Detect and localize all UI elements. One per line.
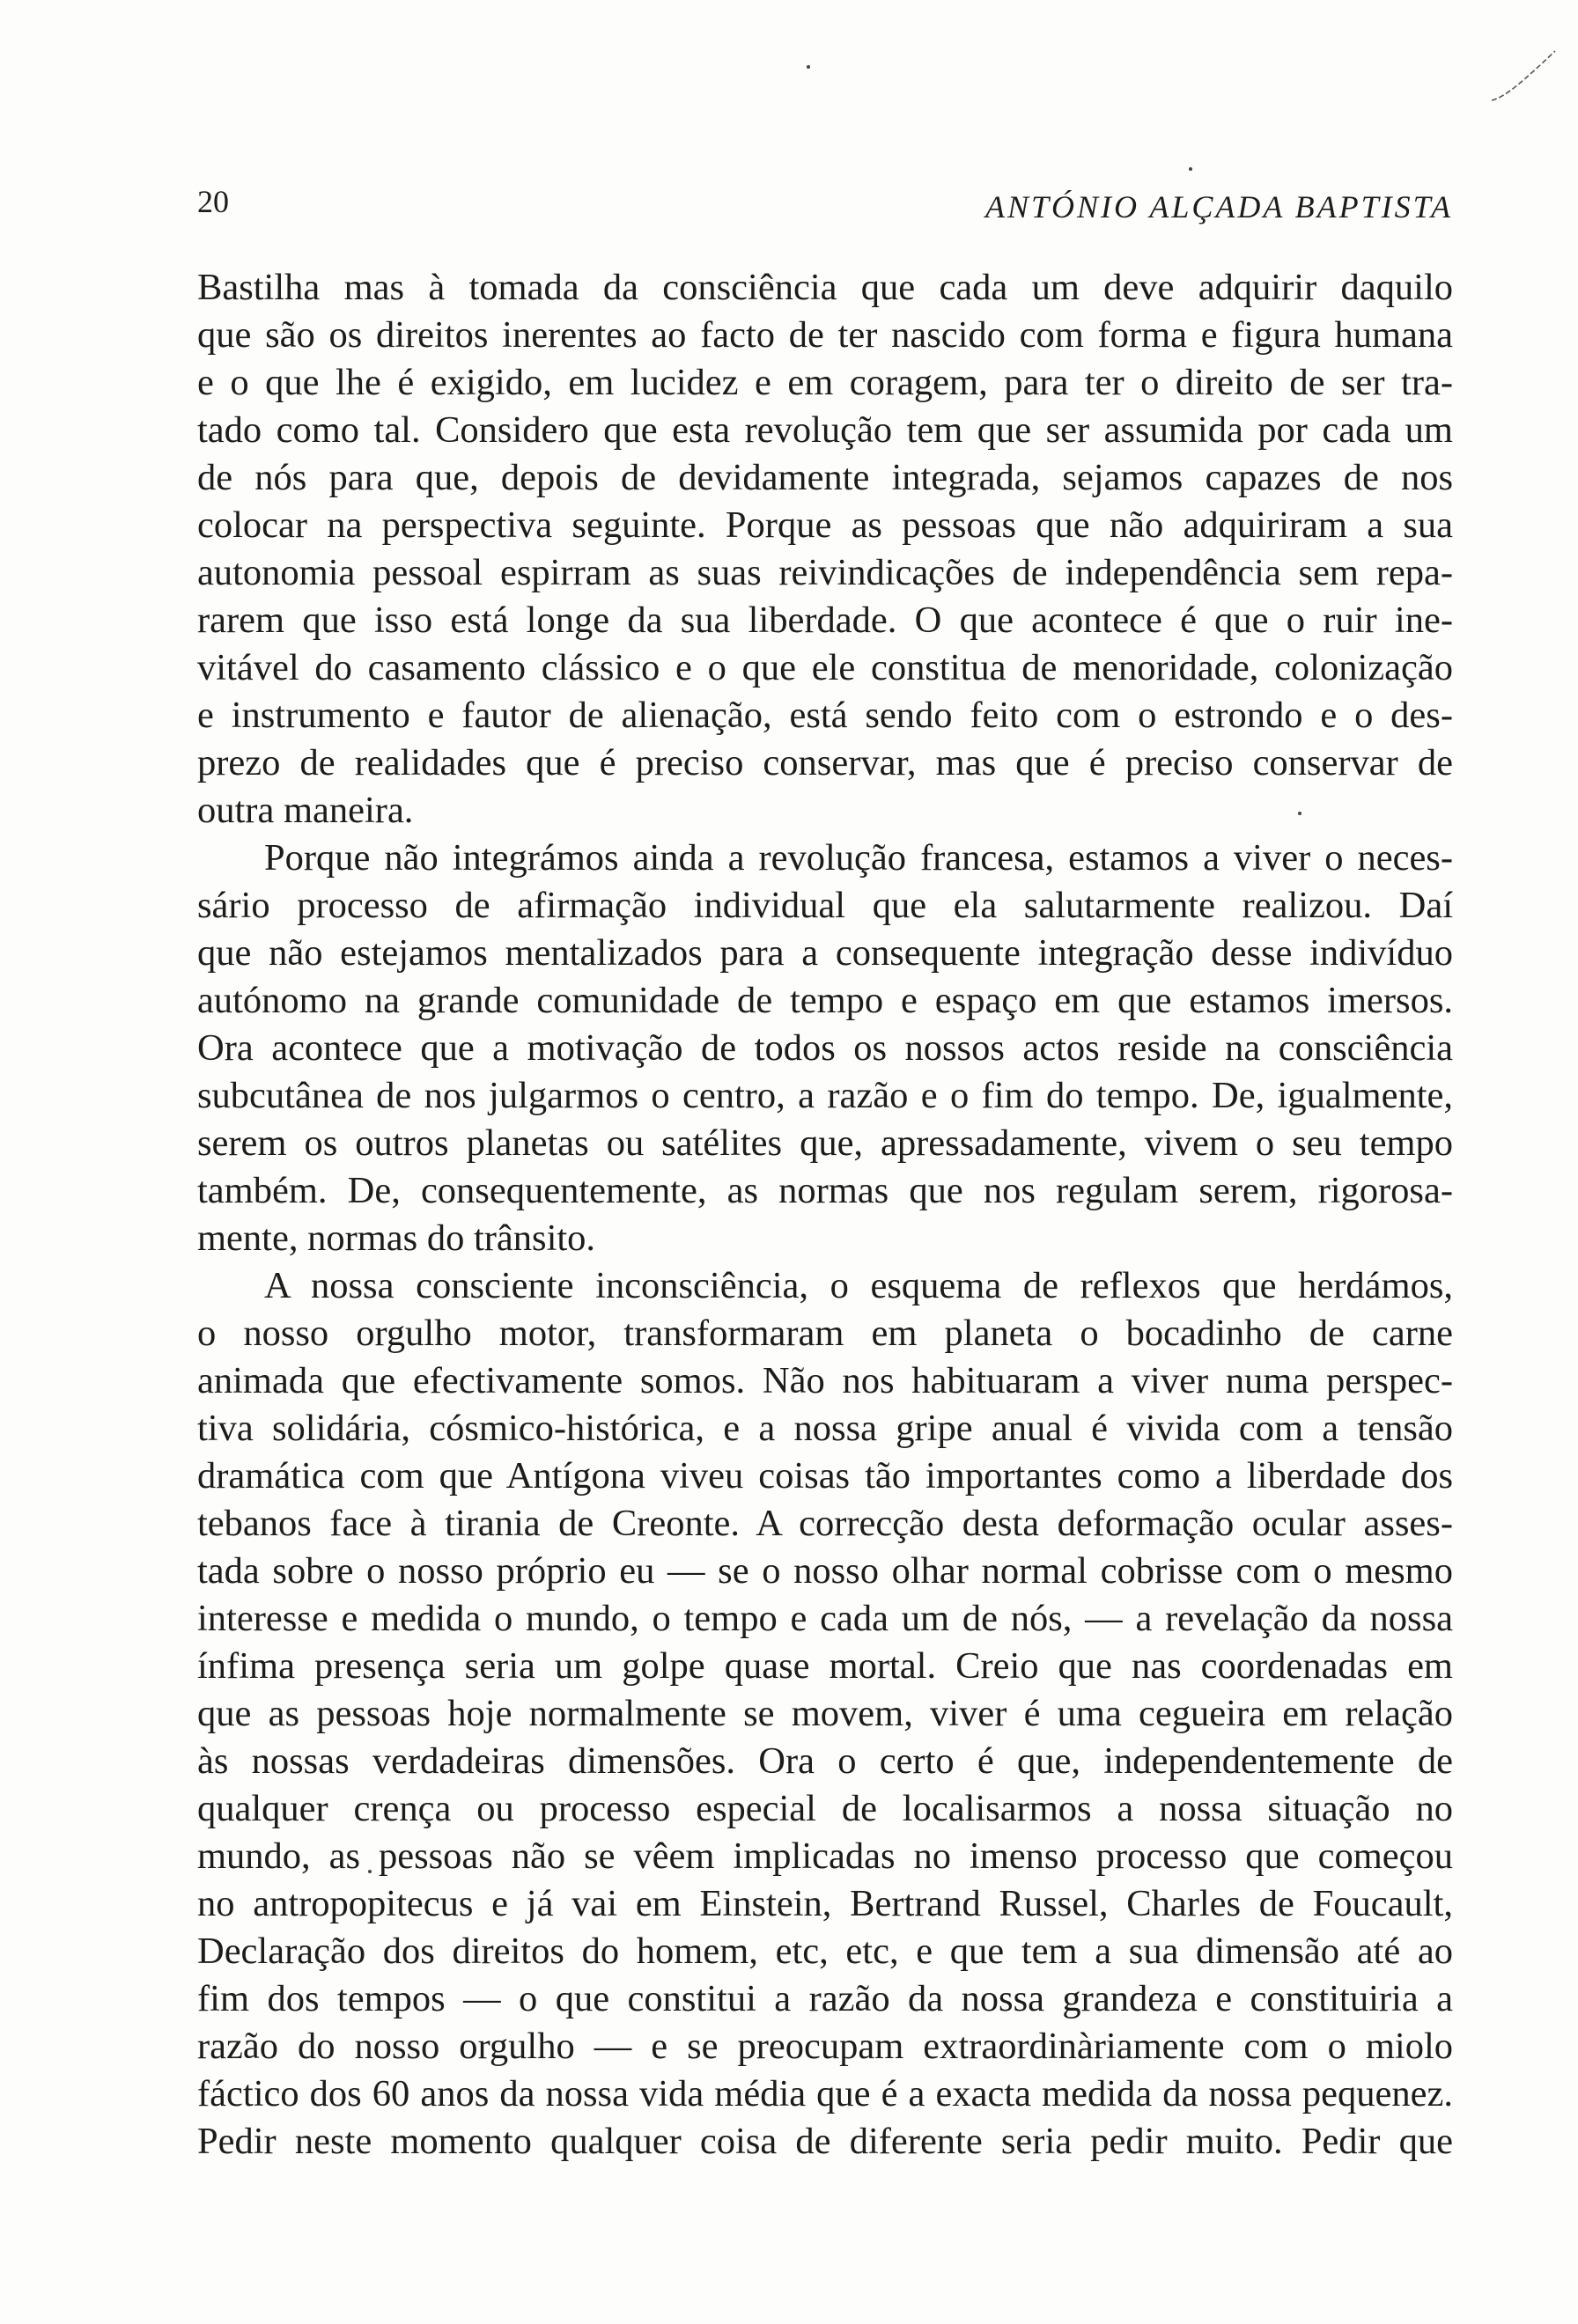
text-line: mente, normas do trânsito. bbox=[197, 1217, 596, 1259]
text-line: no antropopitecus e já vai em Einstein, Bertrand Russel, Charles de Foucault, bbox=[197, 1883, 1453, 1924]
text-line: e instrumento e fautor de alienação, está sendo feito com o estrondo e o des- bbox=[197, 695, 1453, 736]
text-line: tiva solidária, cósmico-histórica, e a nossa gripe anual é vivida com a tensão bbox=[197, 1408, 1453, 1449]
text-line: tado como tal. Considero que esta revolução tem que ser assumida por cada um bbox=[197, 409, 1453, 451]
page-number: 20 bbox=[197, 184, 229, 219]
text-line: qualquer crença ou processo especial de localisarmos a nossa situação no bbox=[197, 1788, 1453, 1829]
text-line: de nós para que, depois de devidamente integrada, sejamos capazes de nos bbox=[197, 457, 1453, 498]
text-line: serem os outros planetas ou satélites que, apressadamente, vivem o seu tempo bbox=[197, 1122, 1453, 1164]
text-line: animada que efectivamente somos. Não nos habituaram a viver numa perspec- bbox=[197, 1360, 1453, 1401]
text-line: Bastilha mas à tomada da consciência que cada um deve adquirir daquilo bbox=[197, 267, 1453, 308]
text-line: sário processo de afirmação individual que ela salutarmente realizou. Daí bbox=[197, 885, 1453, 926]
body-text bbox=[197, 264, 1453, 2166]
text-line: também. De, consequentemente, as normas que nos regulam serem, rigorosa- bbox=[197, 1170, 1453, 1211]
text-line: prezo de realidades que é preciso conservar, mas que é preciso conservar de bbox=[197, 742, 1453, 783]
text-line: mundo, as pessoas não se vêem implicadas no imenso processo que começou bbox=[197, 1835, 1453, 1877]
text-line: Ora acontece que a motivação de todos os nossos actos reside na consciência bbox=[197, 1027, 1453, 1069]
text-line: às nossas verdadeiras dimensões. Ora o certo é que, independentemente de bbox=[197, 1740, 1453, 1782]
text-line: e o que lhe é exigido, em lucidez e em coragem, para ter o direito de ser tra- bbox=[197, 362, 1453, 403]
text-line: ínfima presença seria um golpe quase mortal. Creio que nas coordenadas em bbox=[197, 1645, 1453, 1687]
paragraph bbox=[197, 1262, 1453, 2166]
pencil-mark-icon bbox=[1488, 46, 1559, 107]
text-line: tada sobre o nosso próprio eu — se o nosso olhar normal cobrisse com o mesmo bbox=[197, 1550, 1453, 1592]
text-line: tebanos face à tirania de Creonte. A correcção desta deformação ocular asses- bbox=[197, 1503, 1453, 1544]
text-line: autonomia pessoal espirram as suas reivindicações de independência sem repa- bbox=[197, 552, 1453, 593]
text-line: fim dos tempos — o que constitui a razão da nossa grandeza e constituiria a bbox=[197, 1978, 1453, 2019]
text-line: Porque não integrámos ainda a revolução francesa, estamos a viver o neces- bbox=[264, 837, 1453, 879]
text-line: que as pessoas hoje normalmente se movem, viver é uma cegueira em relação bbox=[197, 1693, 1453, 1734]
text-line: Pedir neste momento qualquer coisa de diferente seria pedir muito. Pedir que bbox=[197, 2121, 1453, 2162]
text-line: dramática com que Antígona viveu coisas tão importantes como a liberdade dos bbox=[197, 1455, 1453, 1497]
text-line: rarem que isso está longe da sua liberdade. O que acontece é que o ruir ine- bbox=[197, 599, 1453, 641]
running-head: ANTÓNIO ALÇADA BAPTISTA bbox=[984, 189, 1453, 224]
text-line: A nossa consciente inconsciência, o esquema de reflexos que herdámos, bbox=[264, 1265, 1453, 1306]
text-line: autónomo na grande comunidade de tempo e espaço em que estamos imersos. bbox=[197, 980, 1453, 1021]
text-line: colocar na perspectiva seguinte. Porque as pessoas que não adquiriram a sua bbox=[197, 504, 1453, 546]
text-line: fáctico dos 60 anos da nossa vida média que é a exacta medida da nossa pequenez. bbox=[197, 2073, 1453, 2114]
text-line: Declaração dos direitos do homem, etc, etc, e que tem a sua dimensão até ao bbox=[197, 1931, 1453, 1972]
text-line: subcutânea de nos julgarmos o centro, a razão e o fim do tempo. De, igualmente, bbox=[197, 1075, 1453, 1116]
text-line: outra maneira. bbox=[197, 790, 414, 831]
text-line: interesse e medida o mundo, o tempo e cada um de nós, — a revelação da nossa bbox=[197, 1598, 1453, 1639]
paragraph bbox=[197, 835, 1453, 1262]
text-line: o nosso orgulho motor, transformaram em planeta o bocadinho de carne bbox=[197, 1313, 1453, 1354]
text-line: que não estejamos mentalizados para a consequente integração desse indivíduo bbox=[197, 932, 1453, 974]
text-line: razão do nosso orgulho — e se preocupam extraordinàriamente com o miolo bbox=[197, 2026, 1453, 2067]
stray-dot bbox=[1189, 167, 1192, 171]
text-line: que são os direitos inerentes ao facto de ter nascido com forma e figura humana bbox=[197, 314, 1453, 356]
text-line: vitável do casamento clássico e o que ele constitua de menoridade, colonização bbox=[197, 647, 1453, 688]
paragraph bbox=[197, 264, 1453, 835]
page-header bbox=[197, 183, 1453, 236]
stray-dot bbox=[807, 65, 810, 69]
